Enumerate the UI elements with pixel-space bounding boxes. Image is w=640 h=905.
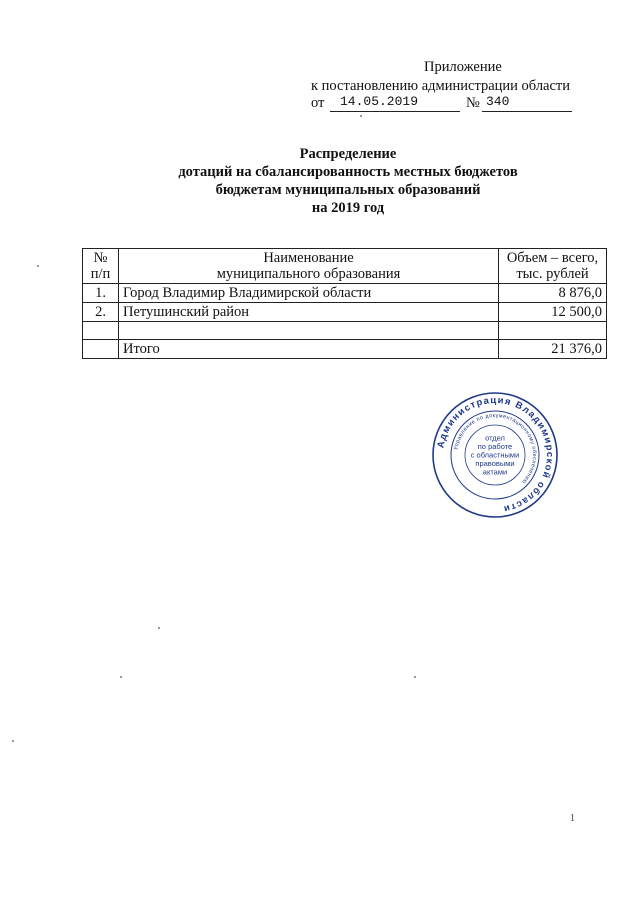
header-amount-line1: Объем – всего, — [506, 250, 599, 266]
scan-dot — [414, 676, 416, 678]
svg-text:Управление по документационном: Управление по документационному обеспечению — [453, 412, 538, 485]
table-header-row — [83, 249, 607, 284]
title-line-3: бюджетам муниципальных образований — [215, 182, 481, 198]
row-name — [119, 322, 499, 340]
title-line-1: Распределение — [299, 146, 397, 162]
scan-dot — [120, 676, 122, 678]
header-number-line1: № — [93, 250, 108, 266]
scan-dot — [12, 740, 14, 742]
decree-date: 14.05.2019 — [340, 94, 419, 109]
scan-dot — [158, 627, 160, 629]
stamp-center-line: по работе — [477, 442, 513, 451]
row-name: Петушинский район — [119, 303, 499, 322]
row-name: Город Владимир Владимирской области — [119, 284, 499, 303]
date-prefix: от — [311, 95, 325, 111]
header-name-line1: Наименование — [263, 250, 354, 266]
title-line-2: дотаций на сбалансированность местных бюджетов — [178, 164, 518, 180]
title-line-4: на 2019 год — [311, 200, 385, 216]
table-row-empty — [83, 322, 607, 340]
decree-reference: к постановлению администрации области — [311, 78, 571, 94]
stamp-center-line: правовыми — [475, 459, 515, 468]
total-label: Итого — [119, 340, 499, 359]
header-name-line2: муниципального образования — [216, 266, 401, 282]
number-prefix: № — [466, 95, 480, 111]
row-amount: 12 500,0 — [499, 303, 607, 322]
header-number-line2: п/п — [90, 266, 111, 282]
header-number — [83, 249, 119, 284]
row-amount — [499, 322, 607, 340]
row-number — [83, 322, 119, 340]
header-amount — [499, 249, 607, 284]
header-name — [119, 249, 499, 284]
row-amount: 8 876,0 — [499, 284, 607, 303]
svg-text:Администрация Владимирской обл: Администрация Владимирской области — [435, 394, 556, 515]
total-number — [83, 340, 119, 359]
page-number: 1 — [570, 813, 575, 824]
decree-number: 340 — [486, 94, 510, 109]
table-total-row — [83, 340, 607, 359]
appendix-label: Приложение — [424, 59, 502, 75]
header-amount-line2: тыс. рублей — [516, 266, 589, 282]
total-amount: 21 376,0 — [499, 340, 607, 359]
official-stamp — [430, 390, 560, 520]
scan-dot — [360, 115, 362, 117]
stamp-center-line: актами — [482, 467, 508, 477]
stamp-center-line: с областными — [470, 450, 520, 460]
table-row — [83, 303, 607, 322]
table-row — [83, 284, 607, 303]
row-number: 2. — [83, 303, 119, 322]
scan-dot — [37, 265, 39, 267]
row-number: 1. — [83, 284, 119, 303]
stamp-seal-icon — [430, 390, 560, 520]
distribution-table — [82, 248, 607, 359]
stamp-center-line: отдел — [485, 433, 505, 443]
